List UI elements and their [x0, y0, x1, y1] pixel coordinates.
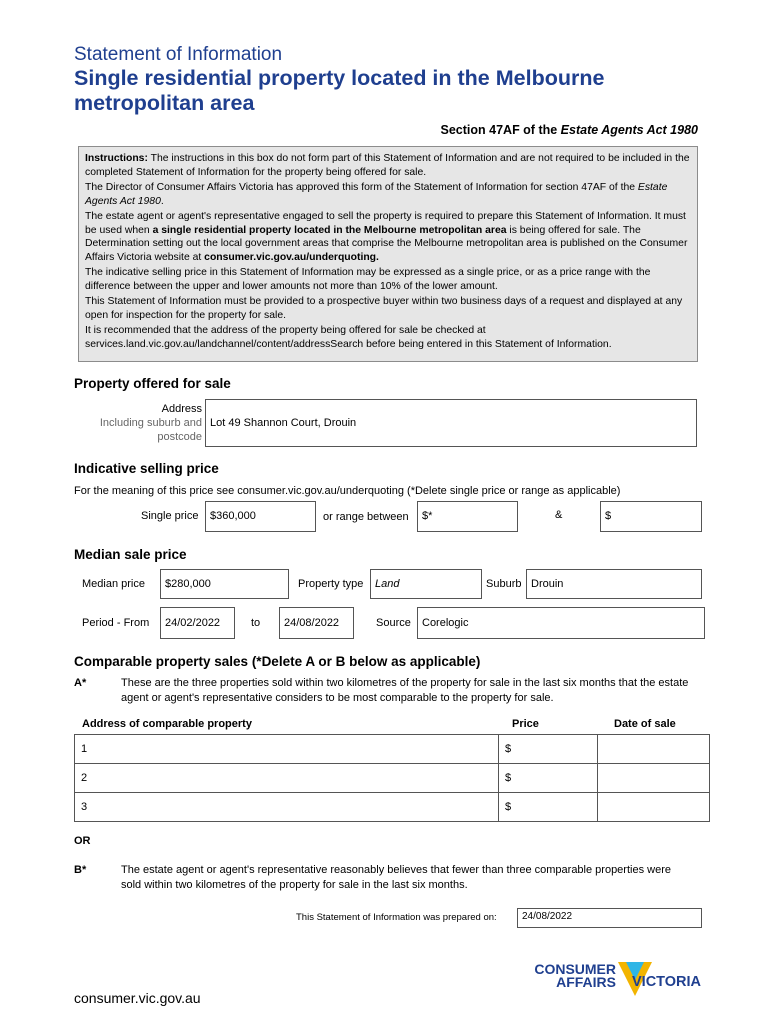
- instructions-p3b: is being offered for sale. The Determination setting out the local government areas that comprise the Melbourne metropolitan area is published on the Consumer Affairs Victoria website at: [85, 224, 688, 264]
- section-act: Estate Agents Act 1980: [560, 123, 698, 137]
- comparable-date-2[interactable]: [598, 764, 710, 793]
- instructions-p5: This Statement of Information must be provided to a prospective buyer within two business days of a request and displayed at any open for inspection for the property for sale.: [85, 296, 683, 321]
- logo-text-consumer-affairs: [528, 963, 616, 989]
- indicative-section-title: Indicative selling price: [74, 461, 219, 476]
- table-row: [75, 793, 710, 822]
- comparable-address-2[interactable]: 2: [75, 764, 499, 793]
- instructions-p3a: The estate agent or agent's representative engaged to sell the property is required to prepare this Statement of Information. It must be used when: [85, 210, 686, 236]
- range-label: or range between: [323, 511, 409, 523]
- property-type-field[interactable]: Land: [370, 569, 482, 599]
- property-type-label: Property type: [298, 578, 364, 590]
- comparable-address-3[interactable]: 3: [75, 793, 499, 822]
- instructions-p1: The instructions in this box do not form part of this Statement of Information and are not required to be included in the completed Statement of Information for the property being offered for sale.: [85, 153, 690, 178]
- col-address-header: Address of comparable property: [82, 718, 252, 730]
- table-row: [75, 735, 710, 764]
- instructions-label: Instructions:: [85, 153, 148, 164]
- logo-word-consumer: CONSUMER: [534, 961, 616, 977]
- address-label: [80, 402, 202, 444]
- option-a-label: A*: [74, 677, 87, 689]
- comparable-price-2[interactable]: $: [499, 764, 598, 793]
- instructions-p3-bold: a single residential property located in the Melbourne metropolitan area: [152, 224, 507, 236]
- single-price-field[interactable]: $360,000: [205, 501, 316, 532]
- source-field[interactable]: Corelogic: [417, 607, 705, 639]
- indicative-note: For the meaning of this price see consumer.vic.gov.au/underquoting (*Delete single price or range as applicable): [74, 485, 621, 497]
- source-label: Source: [376, 617, 411, 629]
- underquoting-link[interactable]: consumer.vic.gov.au/underquoting.: [204, 252, 379, 264]
- instructions-p2-act: Estate Agents Act 1980: [85, 181, 668, 207]
- comparable-date-1[interactable]: [598, 735, 710, 764]
- form-subtitle: Statement of Information: [74, 44, 283, 65]
- logo-word-affairs: AFFAIRS: [556, 974, 616, 990]
- option-a-text: These are the three properties sold within two kilometres of the property for sale in the last six months that the estate agent or agent's representative considers to be most comparable to the property for sale.: [121, 677, 689, 704]
- section-reference: [441, 123, 698, 137]
- range-from-field[interactable]: $*: [417, 501, 518, 532]
- instructions-p2: The Director of Consumer Affairs Victoria has approved this form of the Statement of Information for section 47AF of the: [85, 181, 638, 193]
- col-date-header: Date of sale: [614, 718, 676, 730]
- option-b-text: The estate agent or agent's representative reasonably believes that fewer than three comparable properties were sold within two kilometres of the property for sale in the last six months.: [121, 864, 671, 891]
- option-b-label: B*: [74, 864, 87, 876]
- comparable-date-3[interactable]: [598, 793, 710, 822]
- prepared-on-field[interactable]: 24/08/2022: [517, 908, 702, 928]
- or-label: OR: [74, 835, 91, 847]
- property-section-title: Property offered for sale: [74, 376, 231, 391]
- instructions-box: [78, 146, 698, 362]
- median-section-title: Median sale price: [74, 547, 187, 562]
- col-price-header: Price: [512, 718, 539, 730]
- comparable-address-1[interactable]: 1: [75, 735, 499, 764]
- table-row: [75, 764, 710, 793]
- single-price-label: Single price: [141, 510, 199, 522]
- page-title: Single residential property located in the Melbourne metropolitan area: [74, 66, 605, 115]
- median-price-field[interactable]: $280,000: [160, 569, 289, 599]
- instructions-p4: The indicative selling price in this Statement of Information may be expressed as a single price, or as a price range with the difference between the upper and lower amounts not more than 10% of the lower amount.: [85, 267, 651, 293]
- section-prefix: Section 47AF of the: [440, 123, 561, 137]
- consumer-affairs-victoria-logo: [528, 960, 704, 1000]
- instructions-p6: It is recommended that the address of the property being offered for sale be checked at services.land.vic.gov.au/landchannel/content/addressSearch before being entered in this Statement of Information.: [85, 324, 612, 350]
- period-from-field[interactable]: 24/02/2022: [160, 607, 235, 639]
- period-to-field[interactable]: 24/08/2022: [279, 607, 354, 639]
- address-field[interactable]: Lot 49 Shannon Court, Drouin: [205, 399, 697, 447]
- median-price-label: Median price: [82, 578, 145, 590]
- suburb-label: Suburb: [486, 578, 522, 590]
- prepared-on-label: This Statement of Information was prepared on:: [296, 912, 497, 923]
- suburb-field[interactable]: Drouin: [526, 569, 702, 599]
- address-label-suburb: Including suburb and: [99, 417, 202, 429]
- range-ampersand: &: [555, 509, 563, 521]
- logo-word-victoria: VICTORIA: [632, 974, 702, 990]
- period-to-label: to: [251, 617, 261, 629]
- period-from-label: Period - From: [82, 617, 150, 629]
- comparable-price-1[interactable]: $: [499, 735, 598, 764]
- comparable-price-3[interactable]: $: [499, 793, 598, 822]
- footer-url[interactable]: consumer.vic.gov.au: [74, 990, 201, 1006]
- range-to-field[interactable]: $: [600, 501, 702, 532]
- comparable-section-title: Comparable property sales (*Delete A or B below as applicable): [74, 654, 481, 669]
- address-label-postcode: postcode: [157, 431, 202, 443]
- instructions-p2-end: .: [160, 195, 164, 207]
- address-label-main: Address: [161, 403, 202, 415]
- comparable-table: [74, 734, 710, 822]
